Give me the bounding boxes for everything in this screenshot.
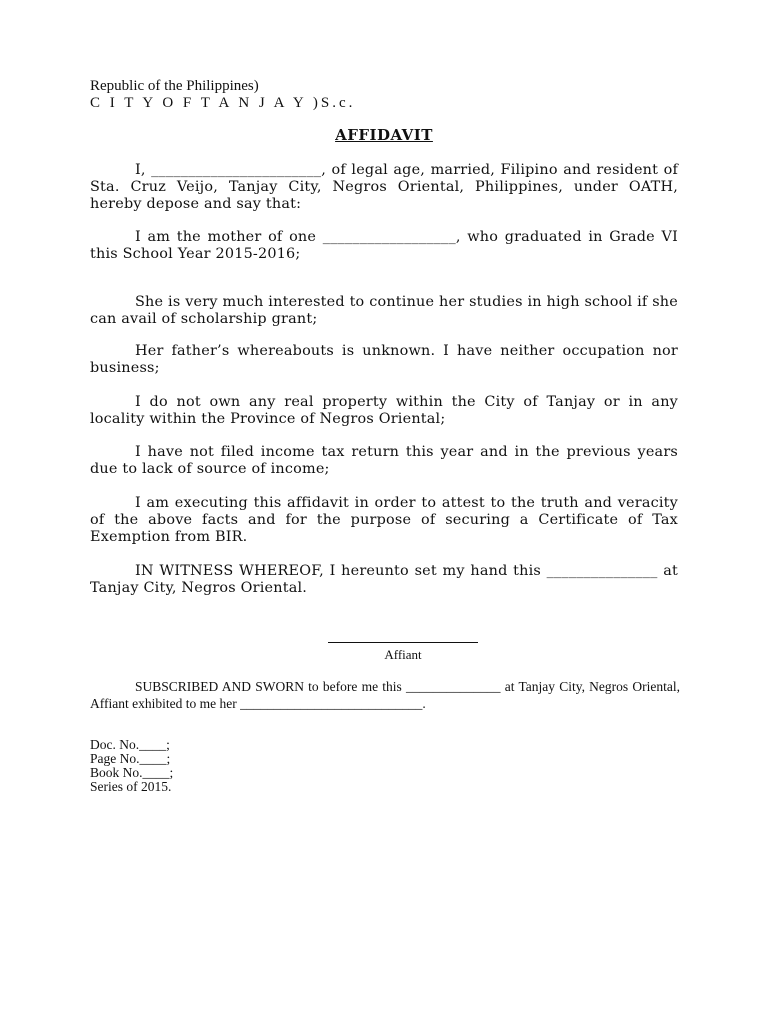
header-republic: Republic of the Philippines) [90, 78, 259, 94]
paragraph-scholarship: She is very much interested to continue her studies in high school if she can avail of scholarship grant; [90, 294, 678, 327]
paragraph-purpose: I am executing this affidavit in order to attest to the truth and veracity of the above facts and for the purpose of securing a Certificate of Tax Exemption from BIR. [90, 495, 678, 545]
notary-book-number: Book No.____; [90, 765, 174, 780]
paragraph-father: Her father’s whereabouts is unknown. I have neither occupation nor business; [90, 343, 678, 376]
notary-doc-number: Doc. No.____; [90, 737, 170, 752]
paragraph-witness: IN WITNESS WHEREOF, I hereunto set my hand this _______________ at Tanjay City, Negros Oriental. [90, 563, 678, 596]
jurat-paragraph: SUBSCRIBED AND SWORN to before me this ______________ at Tanjay City, Negros Oriental, Affiant exhibited to me her ___________________________. [90, 679, 680, 711]
notary-series: Series of 2015. [90, 779, 172, 794]
signature-line [328, 642, 478, 643]
document-title: AFFIDAVIT [335, 126, 433, 144]
paragraph-introduction: I, _______________________, of legal age, married, Filipino and resident of Sta. Cruz Veijo, Tanjay City, Negros Oriental, Philippines, under OATH, hereby depose and say that: [90, 162, 678, 212]
paragraph-income-tax: I have not filed income tax return this year and in the previous years due to lack of source of income; [90, 444, 678, 477]
notary-page-number: Page No.____; [90, 751, 171, 766]
header-city: C I T Y O F T A N J A Y )S.c. [90, 95, 356, 111]
signature-label: Affiant [384, 647, 422, 662]
paragraph-property: I do not own any real property within the City of Tanjay or in any locality within the Province of Negros Oriental; [90, 394, 678, 427]
paragraph-mother: I am the mother of one __________________, who graduated in Grade VI this School Year 2015-2016; [90, 229, 678, 262]
